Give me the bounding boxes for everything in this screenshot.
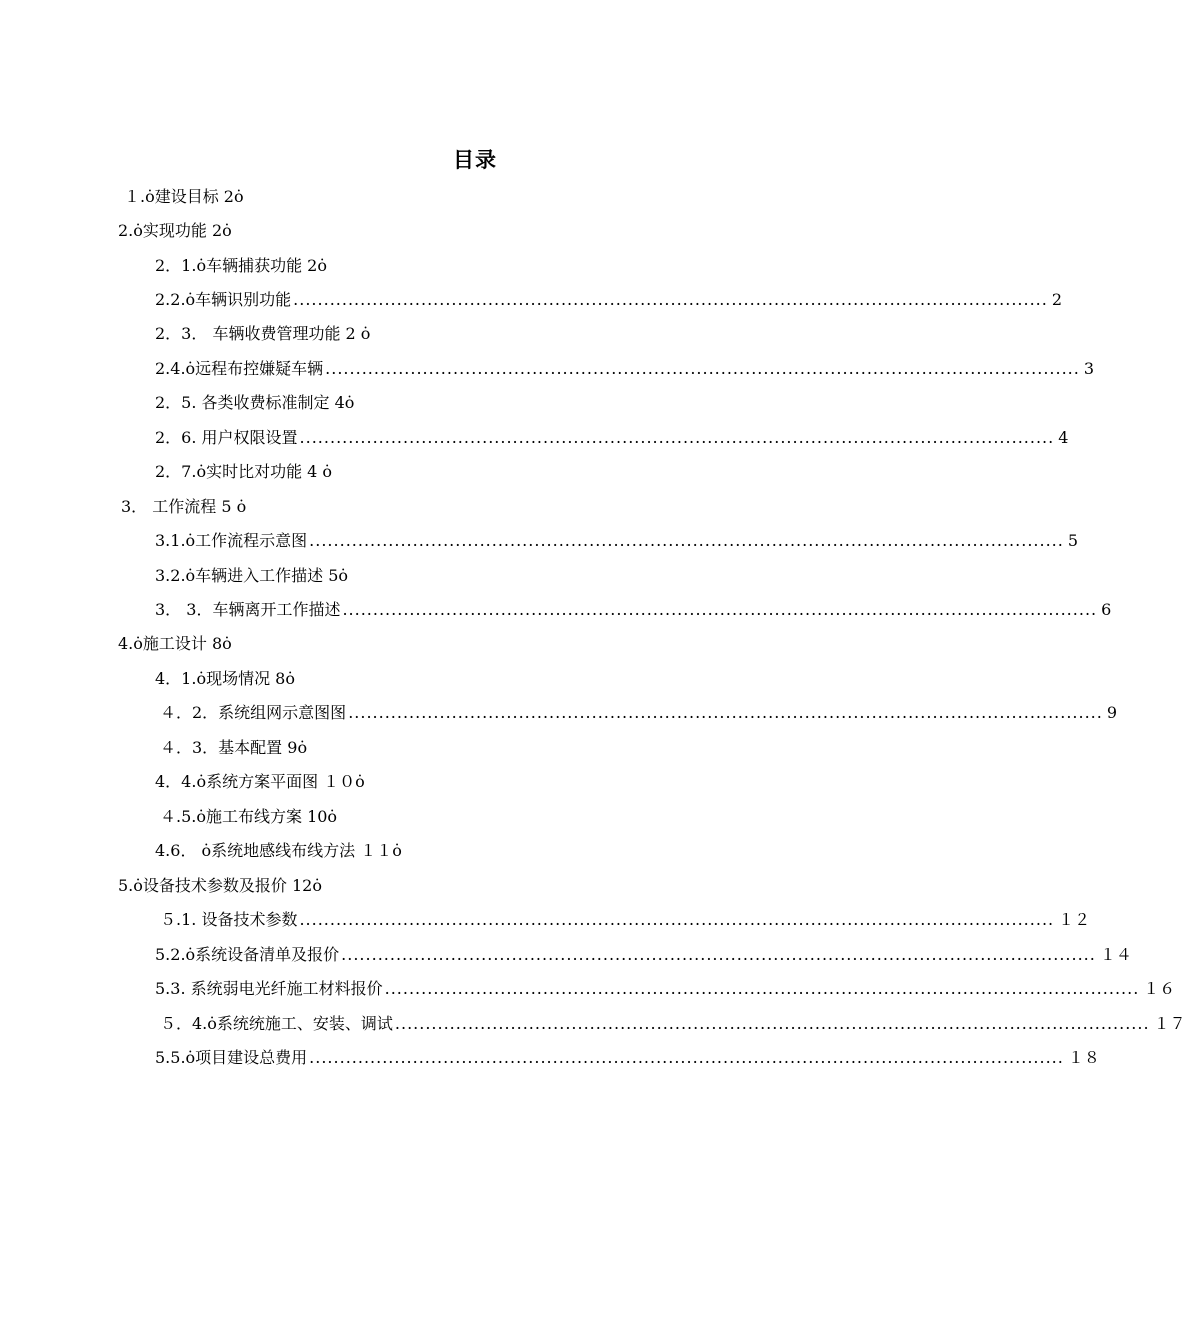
dot-leader: ............................................................................................................................ xyxy=(293,290,1048,309)
toc-entry[interactable] xyxy=(155,765,365,799)
toc-entry[interactable] xyxy=(155,938,1132,972)
toc-entry[interactable] xyxy=(155,559,348,593)
toc-entry-text: 2．6. 用户权限设置 xyxy=(155,428,298,447)
toc-entry-text: 2．3． 车辆收费管理功能 2 ȯ xyxy=(155,324,371,343)
toc-entry-text: 2.4.ȯ远程布控嫌疑车辆 xyxy=(155,359,324,378)
toc-entry-page: 6 xyxy=(1101,600,1112,619)
toc-entry[interactable] xyxy=(155,421,1069,455)
dot-leader: ............................................................................................................................ xyxy=(342,600,1098,619)
toc-entry-text: １.ȯ建设目标 2ȯ xyxy=(124,187,244,206)
toc-entry[interactable] xyxy=(160,731,307,765)
dot-leader: ............................................................................................................................ xyxy=(384,979,1140,998)
dot-leader: ............................................................................................................................ xyxy=(348,703,1103,722)
toc-entry[interactable] xyxy=(155,972,1176,1006)
toc-entry-text: 5.ȯ设备技术参数及报价 12ȯ xyxy=(118,876,322,895)
toc-entry-text: ４.5.ȯ施工布线方案 10ȯ xyxy=(160,807,338,826)
toc-entry[interactable] xyxy=(118,214,232,248)
toc-entry[interactable] xyxy=(160,903,1091,937)
toc-entry-page: １６ xyxy=(1143,979,1176,998)
toc-entry-text: ５．4.ȯ系统统施工、安装、调试 xyxy=(160,1014,393,1033)
toc-entry[interactable] xyxy=(155,283,1063,317)
toc-entry-text: 4．4.ȯ系统方案平面图 １０ȯ xyxy=(155,772,365,791)
toc-entry[interactable] xyxy=(118,869,322,903)
toc-entry-text: 3． 3．车辆离开工作描述 xyxy=(155,600,341,619)
toc-entry[interactable] xyxy=(160,800,337,834)
toc-entry-text: 4．1.ȯ现场情况 8ȯ xyxy=(155,669,295,688)
toc-entry[interactable] xyxy=(155,352,1095,386)
toc-entry-text: 2．7.ȯ实时比对功能 4 ȯ xyxy=(155,462,333,481)
toc-entry-text: 3． 工作流程 5 ȯ xyxy=(121,497,247,516)
toc-entry-text: 5.5.ȯ项目建设总费用 xyxy=(155,1048,308,1067)
toc-entry[interactable] xyxy=(155,455,332,489)
dot-leader: ............................................................................................................................ xyxy=(299,910,1055,929)
dot-leader: ............................................................................................................................ xyxy=(309,531,1064,550)
toc-entry-text: 2．1.ȯ车辆捕获功能 2ȯ xyxy=(155,256,327,275)
dot-leader: ............................................................................................................................ xyxy=(299,428,1055,447)
toc-entry-text: 3.2.ȯ车辆进入工作描述 5ȯ xyxy=(155,566,349,585)
toc-entry-text: 2.ȯ实现功能 2ȯ xyxy=(118,221,232,240)
toc-title: 目录 xyxy=(453,148,497,172)
toc-entry-text: ４．3．基本配置 9ȯ xyxy=(160,738,308,757)
toc-entry[interactable] xyxy=(121,490,246,524)
toc-entry[interactable] xyxy=(118,627,232,661)
toc-entry[interactable] xyxy=(160,696,1118,730)
dot-leader: ............................................................................................................................ xyxy=(341,945,1096,964)
toc-entry[interactable] xyxy=(155,1041,1100,1075)
toc-entry-text: 3.1.ȯ工作流程示意图 xyxy=(155,531,308,550)
toc-entry-page: 2 xyxy=(1051,290,1063,309)
toc-entry[interactable] xyxy=(155,249,327,283)
toc-entry-text: ５.1. 设备技术参数 xyxy=(160,910,298,929)
toc-entry-text: 5.2.ȯ系统设备清单及报价 xyxy=(155,945,340,964)
toc-entry[interactable] xyxy=(160,1007,1186,1041)
toc-entry-text: 4.6． ȯ系统地感线布线方法 １１ȯ xyxy=(155,841,402,860)
toc-entry-text: 4.ȯ施工设计 8ȯ xyxy=(118,634,232,653)
dot-leader: ............................................................................................................................ xyxy=(394,1014,1150,1033)
toc-entry[interactable] xyxy=(155,662,295,696)
toc-entry-page: 9 xyxy=(1106,703,1118,722)
toc-entry[interactable] xyxy=(155,593,1112,627)
toc-entry-text: ４．2．系统组网示意图图 xyxy=(160,703,347,722)
toc-entry[interactable] xyxy=(155,386,354,420)
toc-entry[interactable] xyxy=(124,180,244,214)
toc-entry[interactable] xyxy=(155,524,1079,558)
toc-entry-text: 5.3. 系统弱电光纤施工材料报价 xyxy=(155,979,383,998)
toc-entry-page: １２ xyxy=(1058,910,1091,929)
toc-entry[interactable] xyxy=(155,317,370,351)
toc-entry[interactable] xyxy=(155,834,402,868)
toc-entry-text: 2.2.ȯ车辆识别功能 xyxy=(155,290,292,309)
toc-entry-text: 2．5. 各类收费标准制定 4ȯ xyxy=(155,393,355,412)
dot-leader: ............................................................................................................................ xyxy=(325,359,1080,378)
toc-entry-page: １８ xyxy=(1067,1048,1100,1067)
toc-entry-page: １４ xyxy=(1099,945,1132,964)
dot-leader: ............................................................................................................................ xyxy=(309,1048,1064,1067)
toc-entry-page: 3 xyxy=(1083,359,1095,378)
toc-entry-page: 4 xyxy=(1058,428,1069,447)
toc-entry-page: 5 xyxy=(1067,531,1079,550)
toc-entry-page: １７ xyxy=(1153,1014,1186,1033)
